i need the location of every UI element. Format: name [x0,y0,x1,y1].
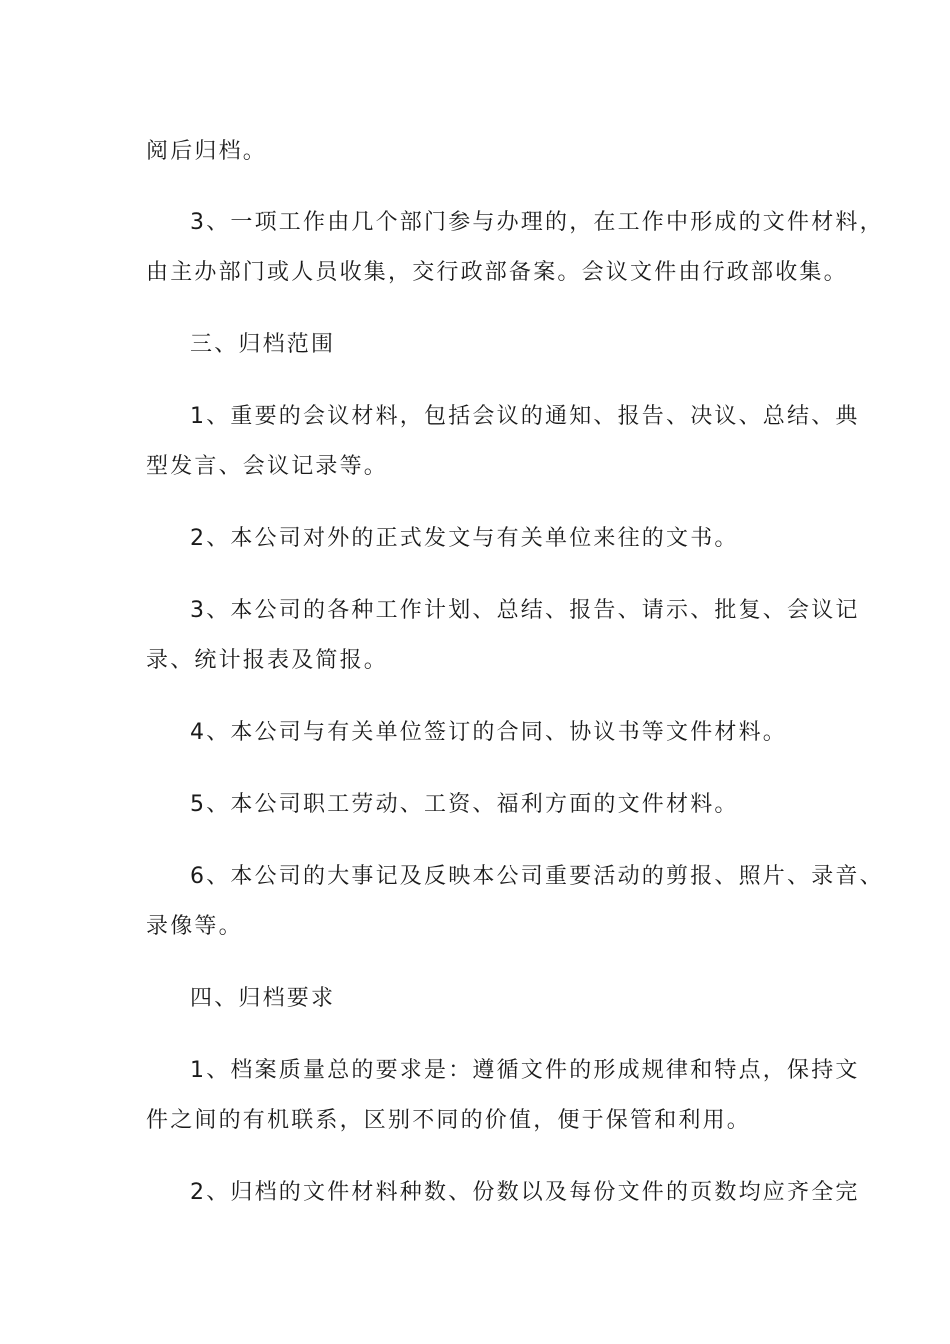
paragraph-line: 1、重要的会议材料，包括会议的通知、报告、决议、总结、典 [190,404,860,429]
paragraph-line: 2、归档的文件材料种数、份数以及每份文件的页数均应齐全完 [190,1180,860,1205]
paragraph-line: 件之间的有机联系，区别不同的价值，便于保管和利用。 [146,1108,752,1133]
paragraph-line: 录像等。 [146,914,243,939]
paragraph-line: 录、统计报表及简报。 [146,648,389,673]
section-heading: 四、归档要求 [190,986,336,1011]
paragraph-line: 5、本公司职工劳动、工资、福利方面的文件材料。 [190,792,739,817]
paragraph-line: 4、本公司与有关单位签订的合同、协议书等文件材料。 [190,720,787,745]
paragraph-line: 6、本公司的大事记及反映本公司重要活动的剪报、照片、录音、 [190,864,884,889]
section-heading: 三、归档范围 [190,332,336,357]
paragraph-line: 3、本公司的各种工作计划、总结、报告、请示、批复、会议记 [190,598,860,623]
paragraph-line: 3、一项工作由几个部门参与办理的，在工作中形成的文件材料， [190,210,884,235]
paragraph-line: 型发言、会议记录等。 [146,454,389,479]
paragraph-line: 阅后归档。 [146,139,268,164]
paragraph-line: 2、本公司对外的正式发文与有关单位来往的文书。 [190,526,739,551]
paragraph-line: 1、档案质量总的要求是：遵循文件的形成规律和特点，保持文 [190,1058,860,1083]
paragraph-line: 由主办部门或人员收集，交行政部备案。会议文件由行政部收集。 [146,260,848,285]
